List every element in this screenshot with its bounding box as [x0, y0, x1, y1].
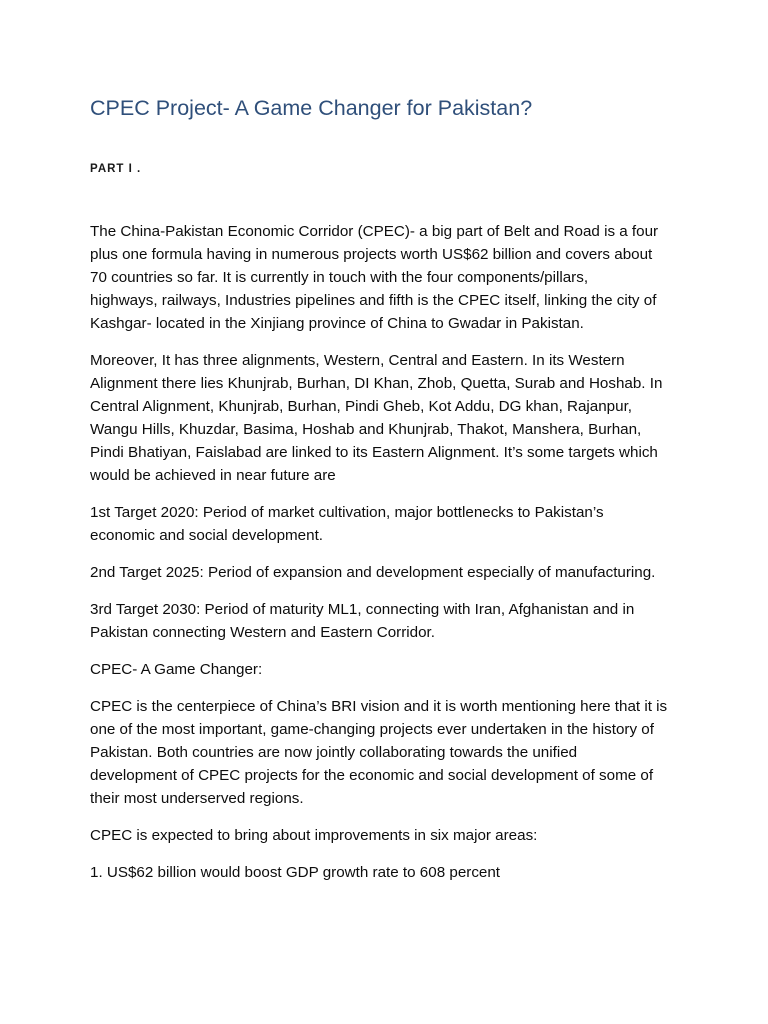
paragraph [90, 220, 690, 335]
document-title: CPEC Project- A Game Changer for Pakistan? [90, 96, 533, 120]
paragraph-line: development of CPEC projects for the economic and social development of some of [90, 767, 654, 784]
paragraph-line: 2nd Target 2025: Period of expansion and development especially of manufacturing. [90, 564, 656, 581]
paragraph-line: Kashgar- located in the Xinjiang province of China to Gwadar in Pakistan. [90, 315, 584, 332]
paragraph-line: Pindi Bhatiyan, Faislabad are linked to its Eastern Alignment. It’s some targets which [90, 444, 658, 461]
paragraph-line: 3rd Target 2030: Period of maturity ML1, connecting with Iran, Afghanistan and in [90, 601, 635, 618]
paragraph-line: economic and social development. [90, 527, 324, 544]
paragraph-line: CPEC is the centerpiece of China’s BRI vision and it is worth mentioning here that it is [90, 698, 668, 715]
document-body [90, 220, 690, 898]
paragraph-line: one of the most important, game-changing projects ever undertaken in the history of [90, 721, 654, 738]
paragraph [90, 658, 690, 681]
part-label: PART I . [90, 163, 142, 175]
paragraph-line: Pakistan. Both countries are now jointly collaborating towards the unified [90, 744, 578, 761]
paragraph-line: highways, railways, Industries pipelines and fifth is the CPEC itself, linking the city of [90, 292, 657, 309]
paragraph [90, 501, 690, 547]
paragraph [90, 695, 690, 810]
paragraph-line: plus one formula having in numerous projects worth US$62 billion and covers about [90, 246, 653, 263]
paragraph-line: The China-Pakistan Economic Corridor (CPEC)- a big part of Belt and Road is a four [90, 223, 659, 240]
paragraph [90, 561, 690, 584]
paragraph-line: Pakistan connecting Western and Eastern Corridor. [90, 624, 435, 641]
paragraph [90, 861, 690, 884]
paragraph-line: 1st Target 2020: Period of market cultivation, major bottlenecks to Pakistan’s [90, 504, 604, 521]
paragraph-line: their most underserved regions. [90, 790, 304, 807]
paragraph-line: Alignment there lies Khunjrab, Burhan, DI Khan, Zhob, Quetta, Surab and Hoshab. In [90, 375, 663, 392]
paragraph-line: Wangu Hills, Khuzdar, Basima, Hoshab and Khunjrab, Thakot, Manshera, Burhan, [90, 421, 642, 438]
paragraph-line: would be achieved in near future are [90, 467, 336, 484]
paragraph [90, 598, 690, 644]
paragraph-line: Central Alignment, Khunjrab, Burhan, Pindi Gheb, Kot Addu, DG khan, Rajanpur, [90, 398, 633, 415]
paragraph-line: CPEC is expected to bring about improvements in six major areas: [90, 827, 538, 844]
paragraph-line: 70 countries so far. It is currently in touch with the four components/pillars, [90, 269, 589, 286]
paragraph [90, 824, 690, 847]
paragraph-line: Moreover, It has three alignments, Western, Central and Eastern. In its Western [90, 352, 625, 369]
paragraph-line: 1. US$62 billion would boost GDP growth rate to 608 percent [90, 864, 501, 881]
paragraph [90, 349, 690, 487]
paragraph-line: CPEC- A Game Changer: [90, 661, 263, 678]
